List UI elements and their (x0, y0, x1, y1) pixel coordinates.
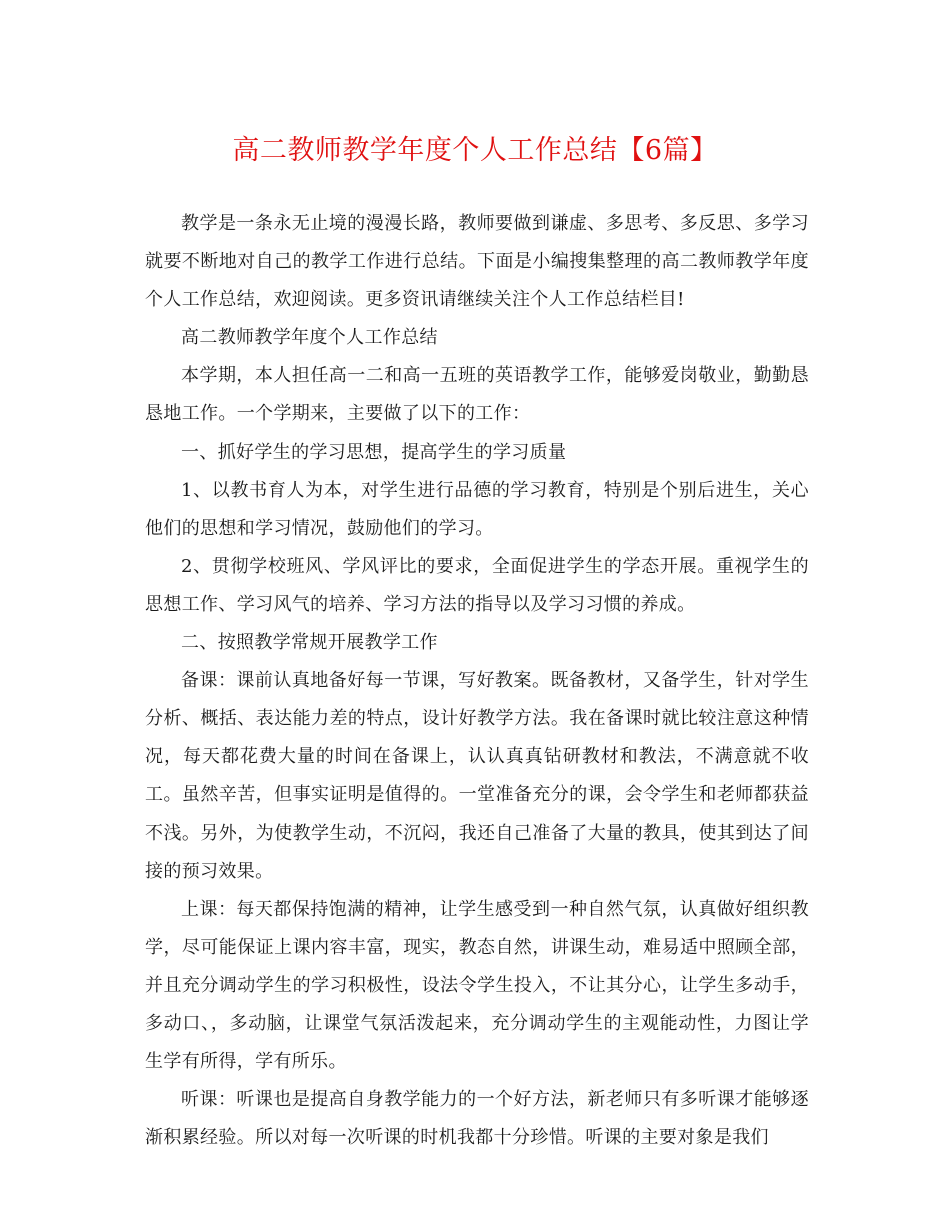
subheading-two: 二、按照教学常规开展教学工作 (181, 632, 438, 654)
document-body (145, 205, 809, 1157)
paragraph-semester: 本学期，本人担任高一二和高一五班的英语教学工作，能够爱岗敬业，勤勤恳恳地工作。一个学期来，主要做了以下的工作： (145, 365, 809, 425)
paragraph-class: 上课：每天都保持饱满的精神，让学生感受到一种自然气氛，认真做好组织教学，尽可能保证上课内容丰富，现实，教态自然，讲课生动，难易适中照顾全部，并且充分调动学生的学习积极性，设法令学生投入，不让其分心，让学生多动手，多动口、，多动脑，让课堂气氛活泼起来，充分调动学生的主观能动性，力图让学生学有所得，学有所乐。 (145, 898, 809, 1073)
subheading-one: 一、抓好学生的学习思想，提高学生的学习质量 (181, 441, 567, 463)
paragraph-observation: 听课：听课也是提高自身教学能力的一个好方法，新老师只有多听课才能够逐渐积累经验。所以对每一次听课的时机我都十分珍惜。听课的主要对象是我们 (145, 1089, 809, 1149)
paragraph-lesson-prep: 备课：课前认真地备好每一节课，写好教案。既备教材，又备学生，针对学生分析、概括、表达能力差的特点，设计好教学方法。我在备课时就比较注意这种情况，每天都花费大量的时间在备课上，认认真真钻研教材和教法，不满意就不收工。虽然辛苦，但事实证明是值得的。一堂准备充分的课，会令学生和老师都获益不浅。另外，为使教学生动，不沉闷，我还自己准备了大量的教具，使其到达了间接的预习效果。 (145, 670, 809, 882)
section-heading: 高二教师教学年度个人工作总结 (181, 327, 438, 349)
document-title: 高二教师教学年度个人工作总结【6篇】 (232, 135, 718, 166)
paragraph-item-1: 1、以教书育人为本，对学生进行品德的学习教育，特别是个别后进生，关心他们的思想和学习情况，鼓励他们的学习。 (145, 479, 809, 539)
paragraph-item-2: 2、贯彻学校班风、学风评比的要求，全面促进学生的学态开展。重视学生的思想工作、学习风气的培养、学习方法的指导以及学习习惯的养成。 (145, 555, 809, 615)
intro-paragraph: 教学是一条永无止境的漫漫长路，教师要做到谦虚、多思考、多反思、多学习就要不断地对自己的教学工作进行总结。下面是小编搜集整理的高二教师教学年度个人工作总结，欢迎阅读。更多资讯请继续关注个人工作总结栏目! (145, 213, 809, 311)
